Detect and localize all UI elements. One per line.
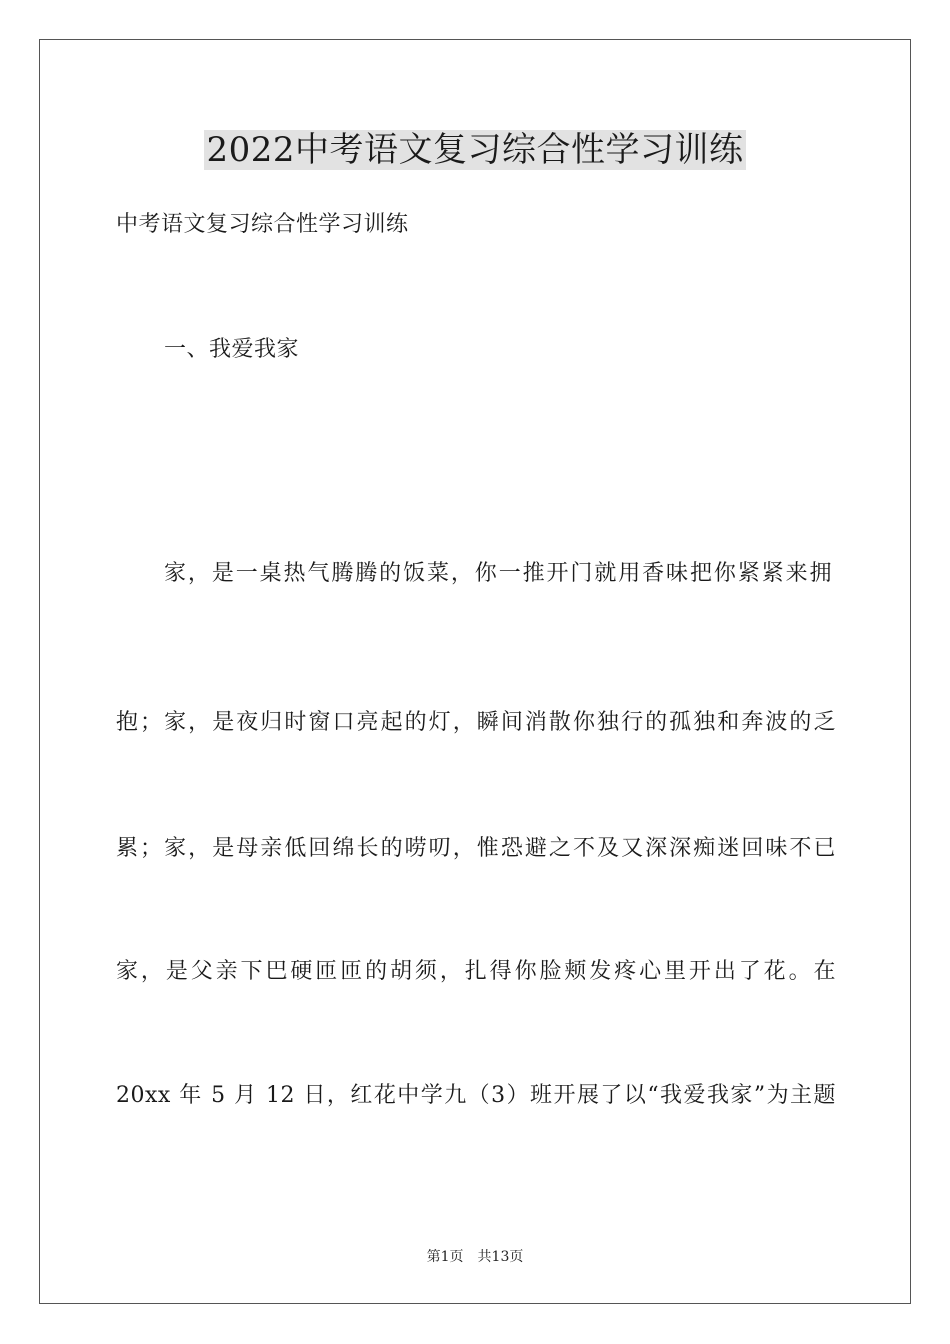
paragraph-line-3: 累；家，是母亲低回绵长的唠叨，惟恐避之不及又深深痴迷回味不已 [116,836,836,861]
page-number-footer: 第1页 共13页 [426,1249,524,1265]
paragraph-line-2: 抱；家，是夜归时窗口亮起的灯，瞬间消散你独行的孤独和奔波的乏 [116,710,836,735]
document-title [0,128,950,172]
section-heading: 一、我爱我家 [164,337,300,362]
paragraph-line-5: 20xx 年 5 月 12 日，红花中学九（3）班开展了以“我爱我家”为主题 [116,1083,836,1108]
document-title-text: 2022中考语文复习综合性学习训练 [206,130,744,170]
paragraph-line-4: 家，是父亲下巴硬匝匝的胡须，扎得你脸颊发疼心里开出了花。在 [116,959,836,984]
document-subtitle: 中考语文复习综合性学习训练 [116,212,409,237]
paragraph-line-1: 家，是一桌热气腾腾的饭菜，你一推开门就用香味把你紧紧来拥 [164,561,832,586]
